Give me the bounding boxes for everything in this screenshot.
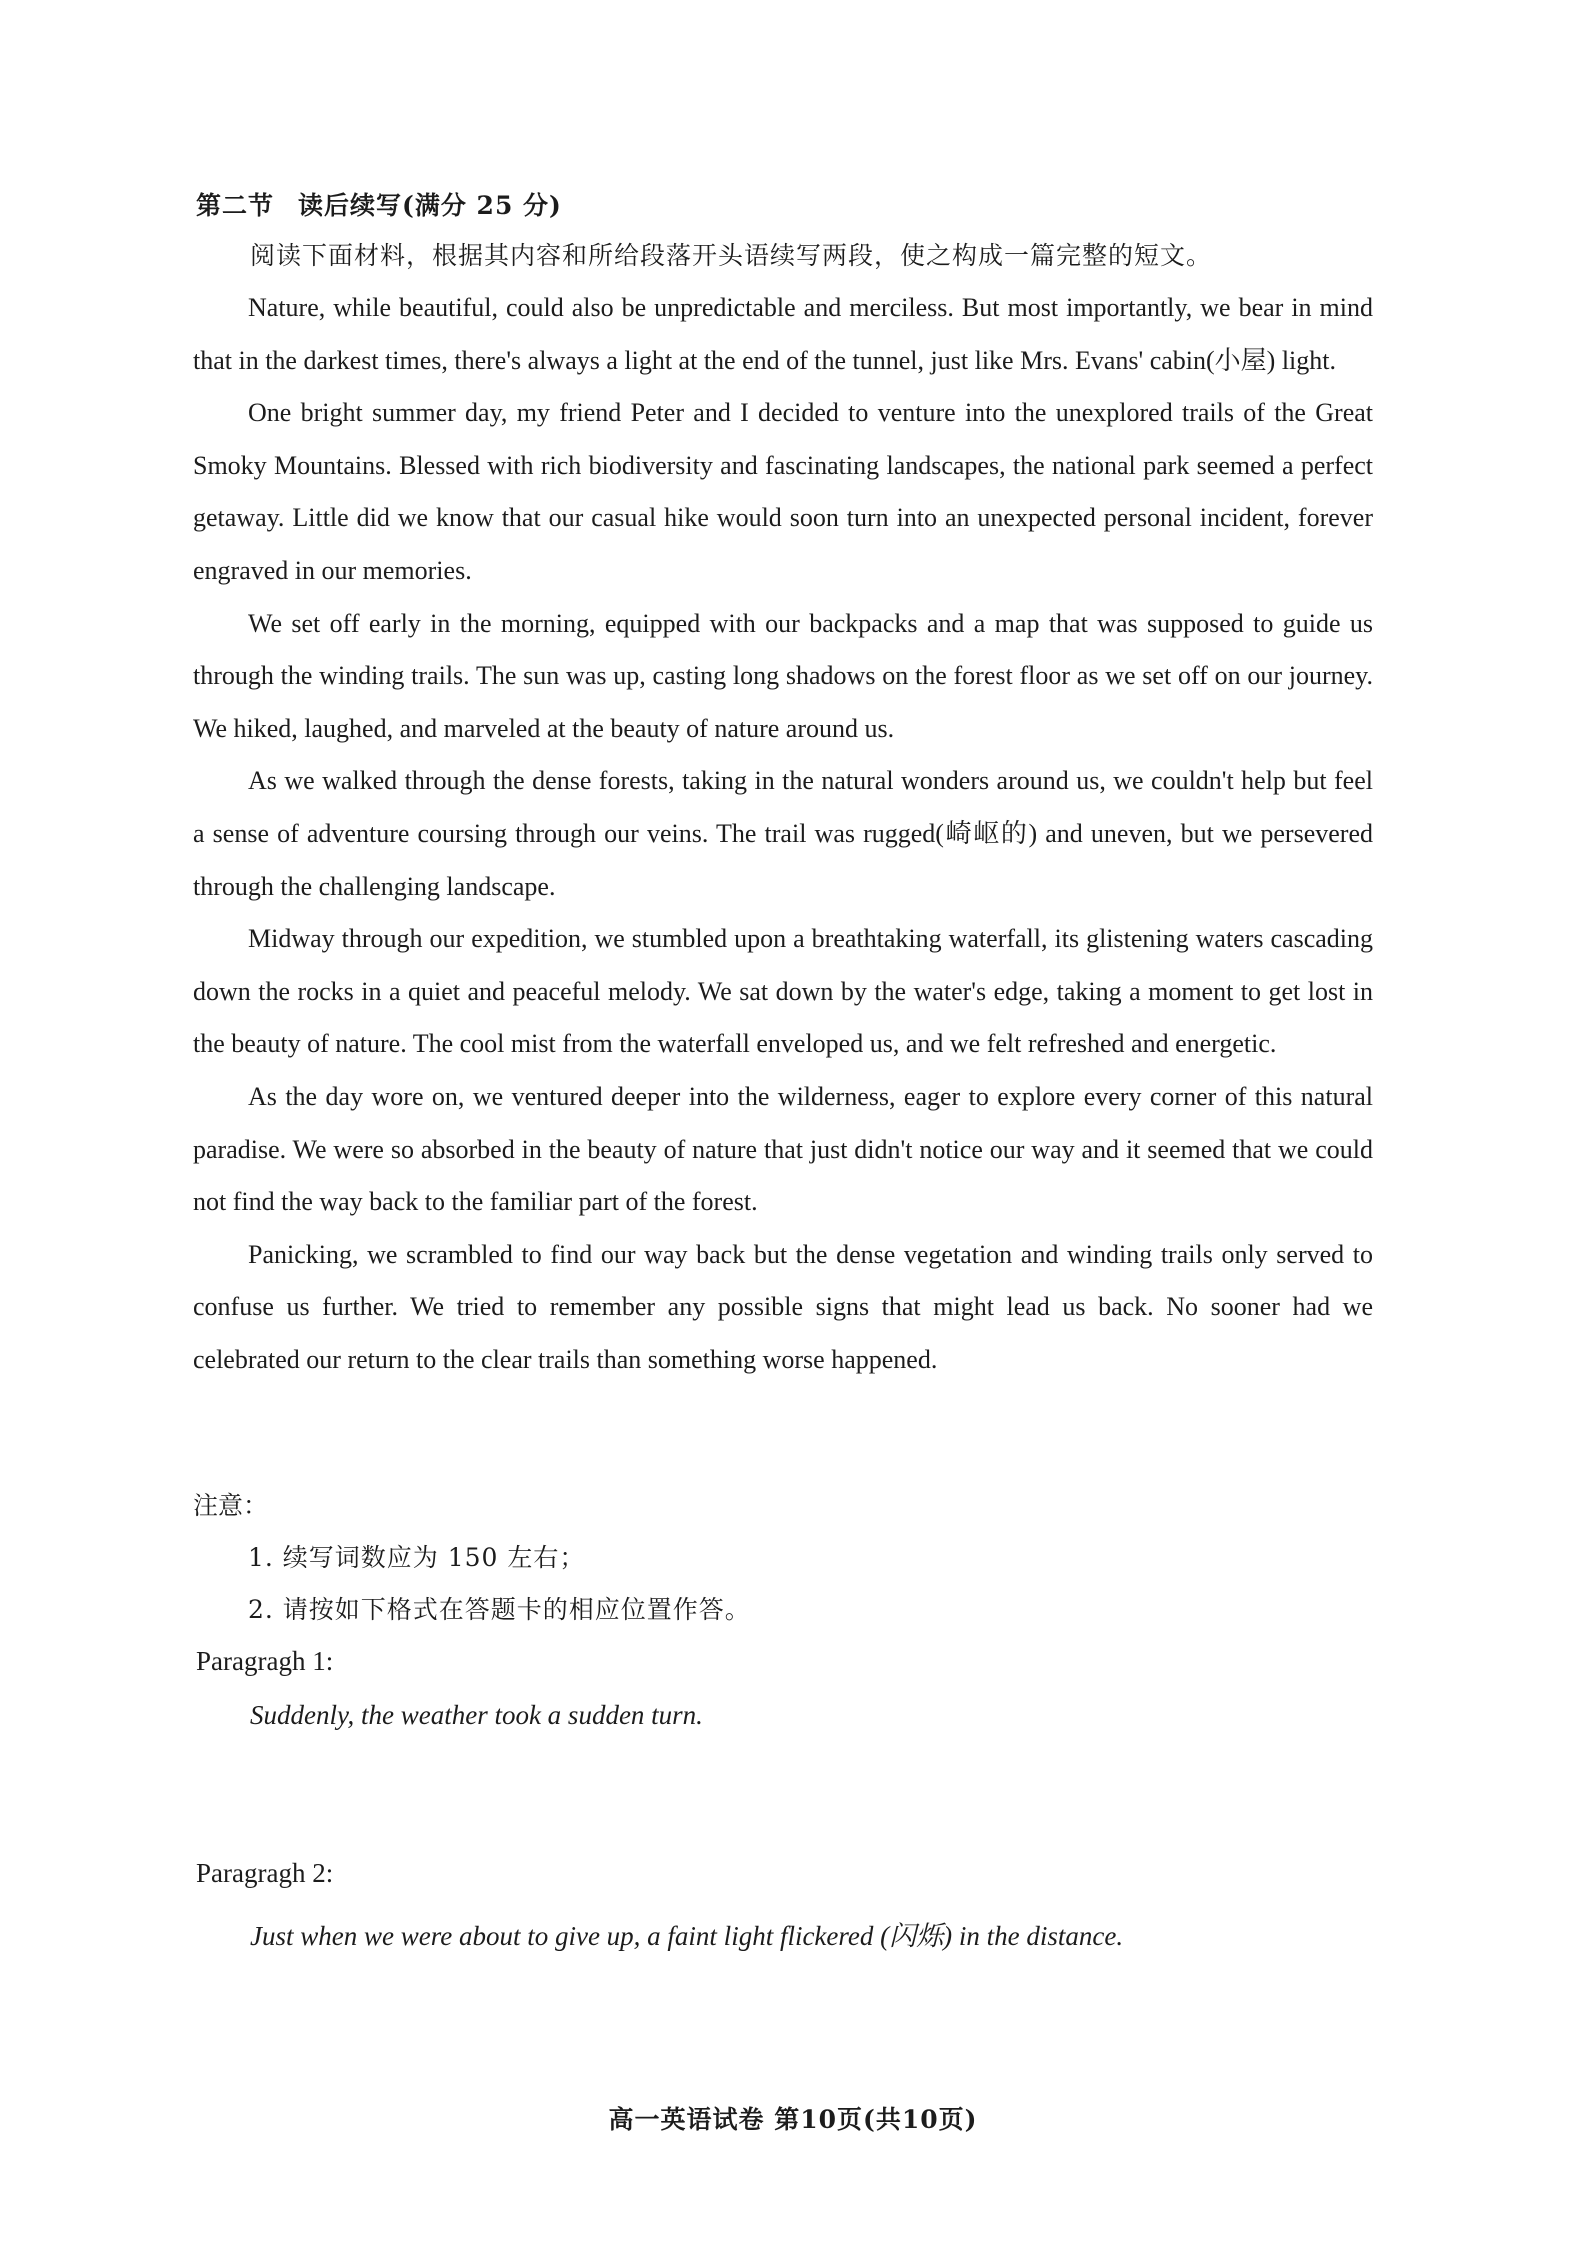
paragraph-1-opening: Suddenly, the weather took a sudden turn. (250, 1700, 703, 1730)
reading-passage (193, 282, 1373, 1386)
note-item: 1. 续写词数应为 150 左右； (248, 1543, 586, 1572)
passage-paragraph: As the day wore on, we ventured deeper into the wilderness, eager to explore every corner of this natural paradise. We were so absorbed in the beauty of nature that just didn't notice our way and it seemed that we could not find the way back to the familiar part of the forest. (193, 1081, 1373, 1217)
section-subtitle: 读后续写(满分 25 分) (298, 191, 562, 220)
passage-paragraph: Midway through our expedition, we stumbled upon a breathtaking waterfall, its glistening waters cascading down the rocks in a quiet and peaceful melody. We sat down by the water's edge, taking a moment to get lost in the beauty of nature. The cool mist from the waterfall enveloped us, and we felt refreshed and energetic. (193, 924, 1373, 1059)
notes-section (193, 1480, 751, 1636)
passage-paragraph: We set off early in the morning, equipped with our backpacks and a map that was supposed to guide us through the winding trails. The sun was up, casting long shadows on the forest floor as we set off on our journey. We hiked, laughed, and marveled at the beauty of nature around us. (193, 608, 1373, 743)
passage-paragraph: As we walked through the dense forests, taking in the natural wonders around us, we couldn't help but feel a sense of adventure coursing through our veins. The trail was rugged(崎岖的) and uneven, but we persevered through the challenging landscape. (193, 766, 1373, 901)
passage-paragraph: Panicking, we scrambled to find our way back but the dense vegetation and winding trails only served to confuse us further. We tried to remember any possible signs that might lead us back. No sooner had we celebrated our return to the clear trails than something worse happened. (193, 1239, 1373, 1374)
task-instruction: 阅读下面材料，根据其内容和所给段落开头语续写两段，使之构成一篇完整的短文。 (250, 241, 1213, 270)
section-number: 第二节 (196, 191, 275, 220)
notes-label: 注意： (193, 1491, 269, 1520)
page-footer: 高一英语试卷 第10页(共10页) (608, 2105, 978, 2134)
paragraph-2-opening: Just when we were about to give up, a faint light flickered (闪烁) in the distance. (250, 1921, 1124, 1951)
passage-paragraph: Nature, while beautiful, could also be unpredictable and merciless. But most importantly, we bear in mind that in the darkest times, there's always a light at the end of the tunnel, just like Mrs. Evans' cabin(小屋) light. (193, 293, 1373, 375)
note-item: 2. 请按如下格式在答题卡的相应位置作答。 (248, 1595, 751, 1624)
paragraph-1-label: Paragragh 1: (196, 1646, 334, 1676)
section-title (196, 186, 562, 222)
paragraph-2-label: Paragragh 2: (196, 1858, 334, 1888)
passage-paragraph: One bright summer day, my friend Peter and I decided to venture into the unexplored trails of the Great Smoky Mountains. Blessed with rich biodiversity and fascinating landscapes, the national park seemed a perfect getaway. Little did we know that our casual hike would soon turn into an unexpected personal incident, forever engraved in our memories. (193, 398, 1373, 585)
